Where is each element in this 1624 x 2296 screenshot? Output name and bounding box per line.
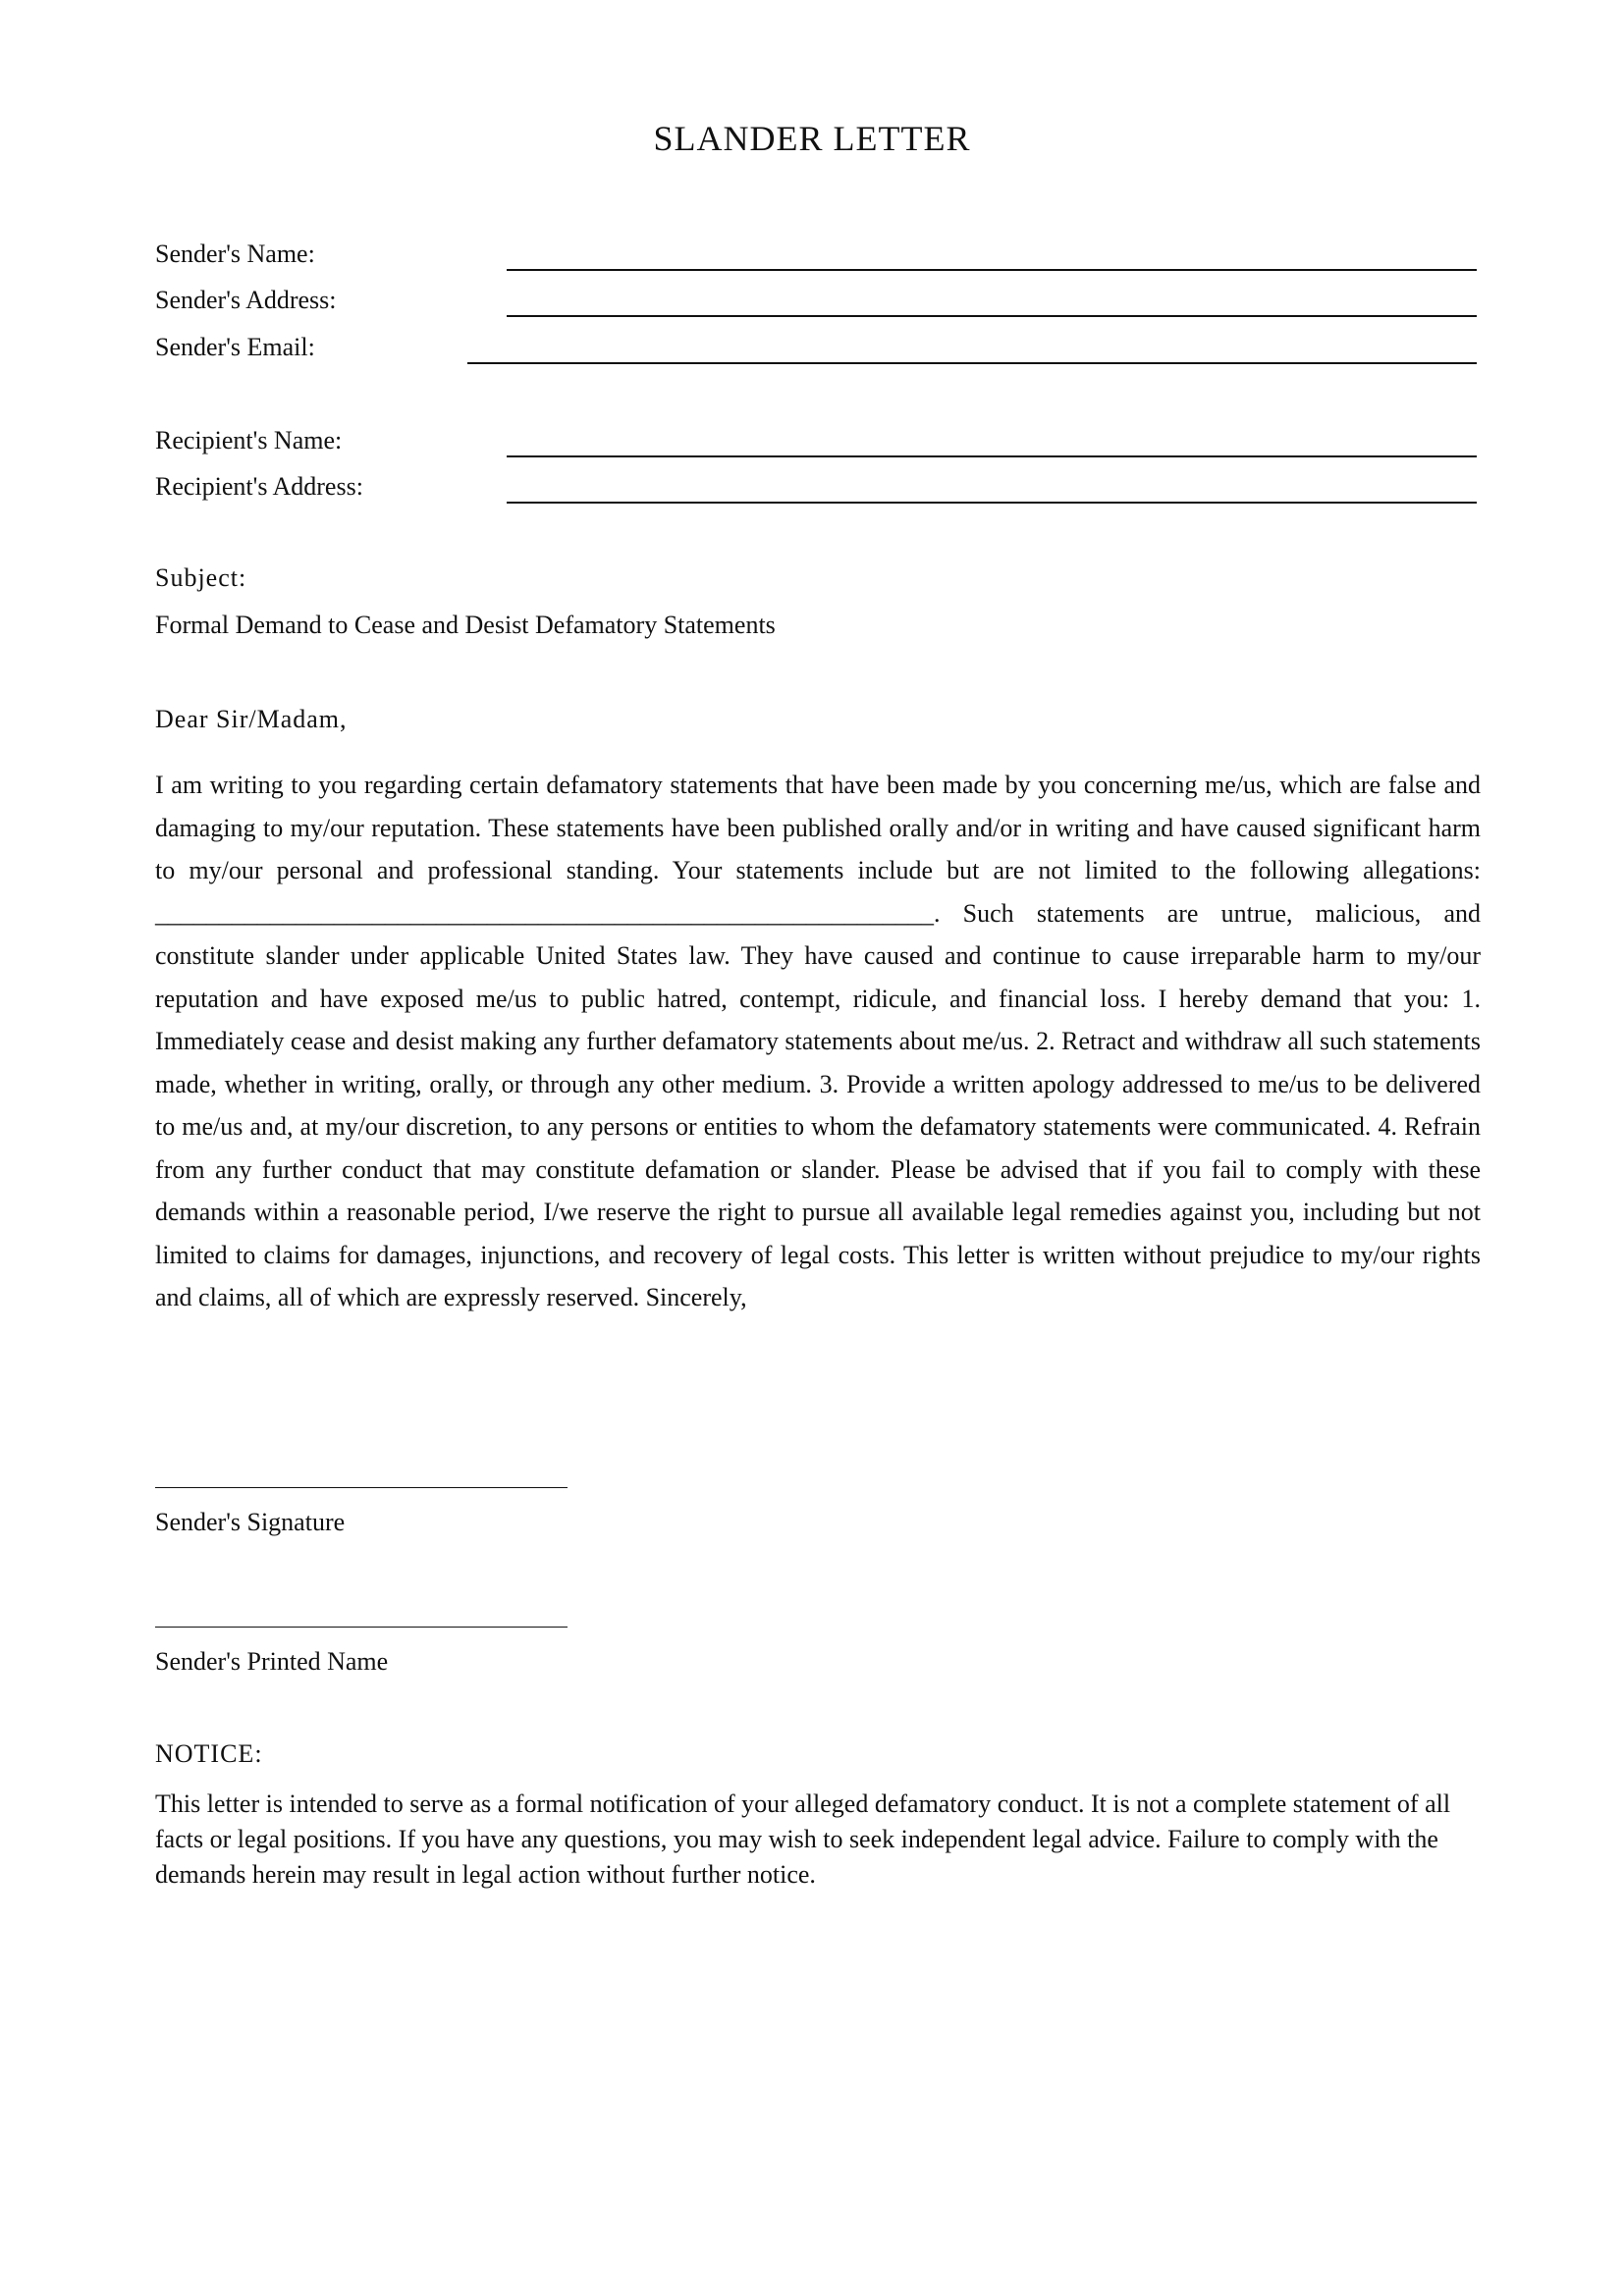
signature-label: Sender's Signature — [155, 1508, 346, 1536]
recipient-address-line[interactable] — [507, 502, 1477, 504]
sender-name-label: Sender's Name: — [155, 240, 315, 268]
sender-name-line[interactable] — [507, 269, 1477, 271]
notice-text: This letter is intended to serve as a formal notification of your alleged defamatory conduct. It is not a complete statement of all facts or legal positions. If you have any questions, you may wish to seek independent legal advice. Failure to comply with the demands herein may result in legal action without further notice. — [155, 1789, 1451, 1889]
signature-line[interactable] — [155, 1487, 568, 1488]
document-title: SLANDER LETTER — [653, 119, 971, 158]
salutation: Dear Sir/Madam, — [155, 705, 348, 733]
printed-name-label: Sender's Printed Name — [155, 1647, 389, 1676]
recipient-address-label: Recipient's Address: — [155, 472, 363, 501]
recipient-name-label: Recipient's Name: — [155, 426, 343, 454]
sender-email-line[interactable] — [467, 362, 1477, 364]
letter-body: I am writing to you regarding certain defamatory statements that have been made by you concerning me/us, which are false and damaging to my/our reputation. These statements have been published orally and/or in writing and have caused significant harm to my/our personal and professional standing. Your statements include but are not limited to the following allegations: _____________________________________________________________. Such statements are untrue, malicious, and constitute slander under applicable United States law. They have caused and continue to cause irreparable harm to my/our reputation and have exposed me/us to public hatred, contempt, ridicule, and financial loss. I hereby demand that you: 1. Immediately cease and desist making any further defamatory statements about me/us. 2. Retract and withdraw all such statements made, whether in writing, orally, or through any other medium. 3. Provide a written apology addressed to me/us to be delivered to me/us and, at my/our discretion, to any persons or entities to whom the defamatory statements were communicated. 4. Refrain from any further conduct that may constitute defamation or slander. Please be advised that if you fail to comply with these demands within a reasonable period, I/we reserve the right to pursue all available legal remedies against you, including but not limited to claims for damages, injunctions, and recovery of legal costs. This letter is written without prejudice to my/our rights and claims, all of which are expressly reserved. Sincerely, — [155, 771, 1481, 1311]
sender-address-line[interactable] — [507, 315, 1477, 317]
subject-label: Subject: — [155, 563, 247, 592]
printed-name-line[interactable] — [155, 1627, 568, 1628]
notice-label: NOTICE: — [155, 1739, 263, 1768]
recipient-name-line[interactable] — [507, 455, 1477, 457]
sender-email-label: Sender's Email: — [155, 333, 315, 361]
sender-address-label: Sender's Address: — [155, 286, 337, 314]
subject-text: Formal Demand to Cease and Desist Defamatory Statements — [155, 611, 776, 639]
